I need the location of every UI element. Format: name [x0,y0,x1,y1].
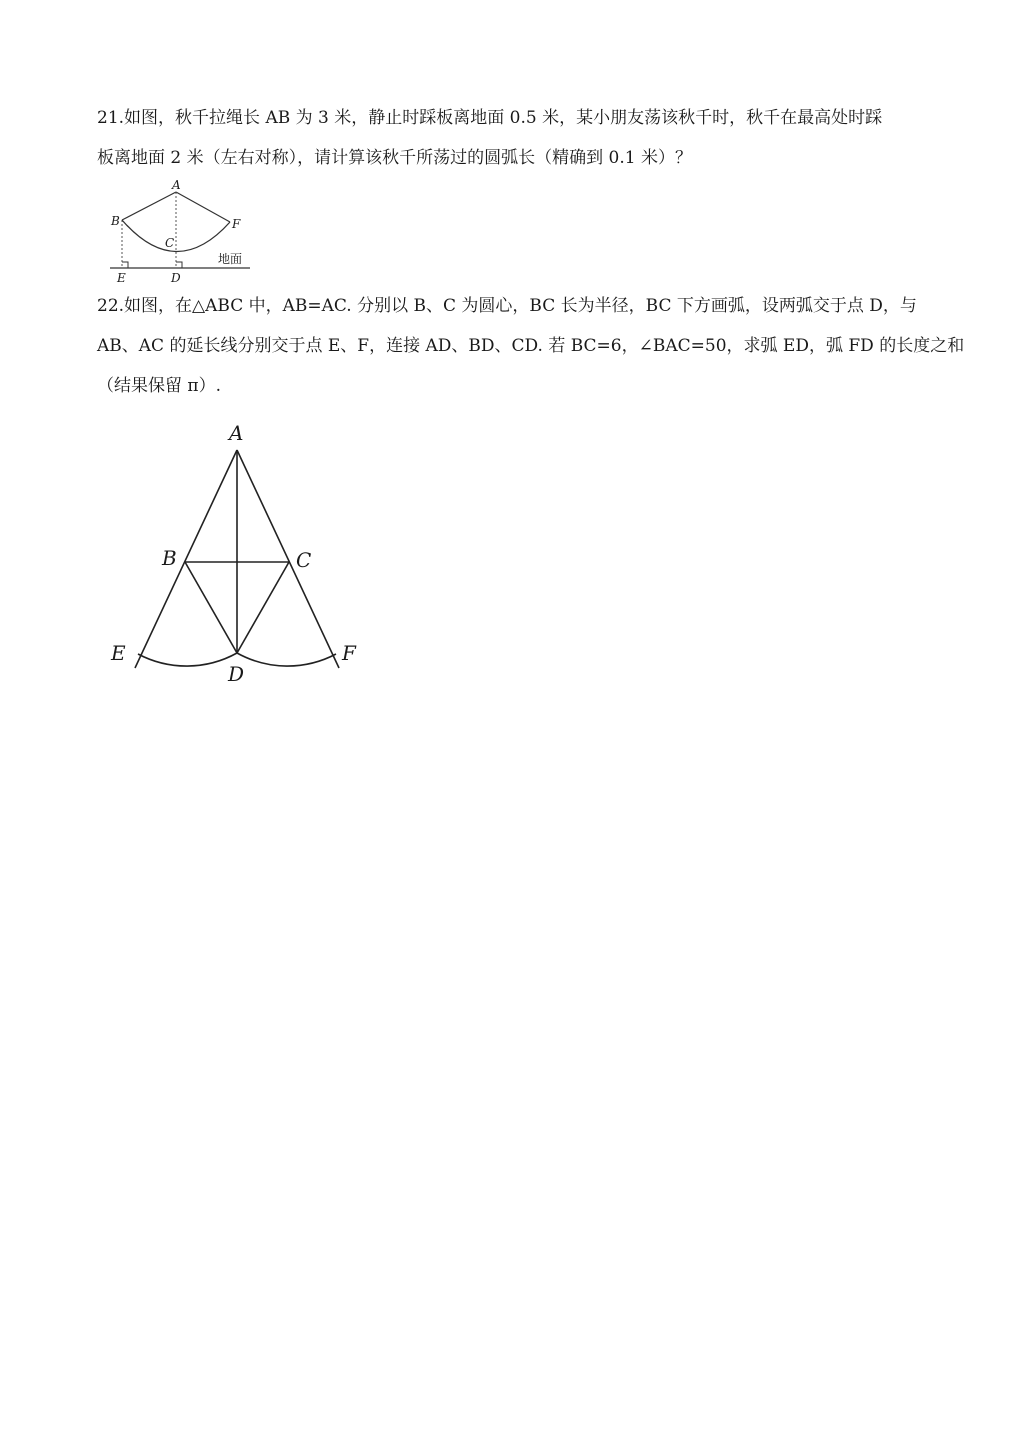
rope-af [176,192,230,222]
point-f-label: F [342,641,356,665]
arc-ed [138,653,237,666]
problem-21-line-1: 21.如图，秋千拉绳长 AB 为 3 米，静止时踩板离地面 0.5 米，某小朋友荡该秋千时，秋千在最高处时踩 [97,108,883,128]
ground-label: 地面 [218,252,243,266]
point-e-label: E [117,271,126,285]
point-a-label: A [229,421,244,445]
arc-df [237,653,336,666]
triangle-figure [105,420,375,690]
rope-ab [122,192,176,220]
right-angle-e [122,262,128,268]
point-c-label: C [296,548,312,572]
point-e-label: E [111,641,126,665]
point-c-label: C [165,236,175,250]
problem-21-line-2: 板离地面 2 米（左右对称），请计算该秋千所荡过的圆弧长（精确到 0.1 米）？ [97,148,692,168]
problem-22-line-2: AB、AC 的延长线分别交于点 E、F，连接 AD、BD、CD. 若 BC=6，∠BAC=50，求弧 ED，弧 FD 的长度之和 [97,336,965,356]
point-d-label: D [228,662,245,686]
problem-22 [97,286,965,406]
point-a-label: A [172,178,181,192]
point-d-label: D [171,271,181,285]
point-b-label: B [162,546,177,570]
problem-21 [97,98,927,178]
segment-ae [135,450,237,668]
problem-22-line-3: （结果保留 π）. [97,376,221,396]
segment-bd [185,562,237,653]
swing-figure [100,172,260,287]
right-angle-d [176,262,182,268]
point-b-label: B [111,214,120,228]
problem-22-line-1: 22.如图，在△ABC 中，AB=AC. 分别以 B、C 为圆心，BC 长为半径，BC 下方画弧，设两弧交于点 D，与 [97,296,917,316]
segment-cd [237,562,289,653]
point-f-label: F [232,217,241,231]
segment-af [237,450,339,668]
